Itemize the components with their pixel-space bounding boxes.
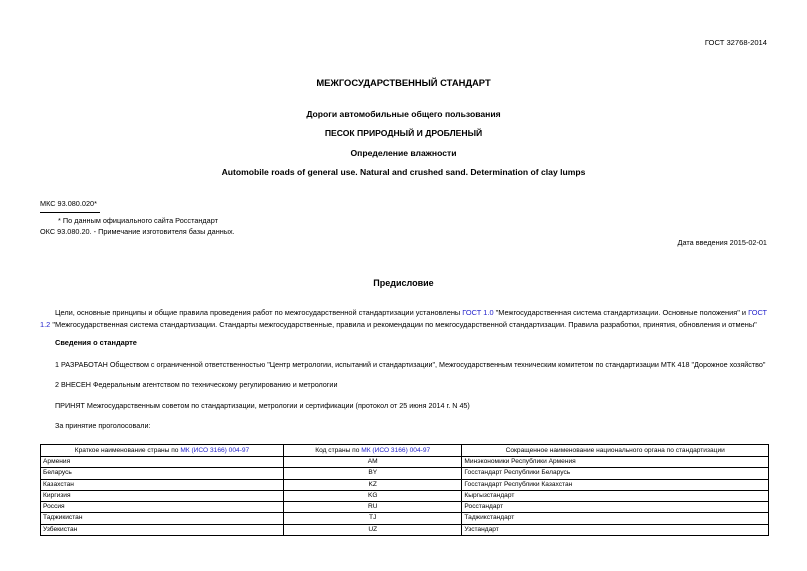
title-line-2: ПЕСОК ПРИРОДНЫЙ И ДРОБЛЕНЫЙ [324,128,483,138]
preface-title: Предисловие [373,278,434,288]
table-row [41,513,769,524]
code-cell: RU [284,502,462,513]
code-cell: AM [284,457,462,468]
body-cell: Узстандарт [462,524,769,535]
body-cell: Кыргызстандарт [462,490,769,501]
body-cell: Таджикстандарт [462,513,769,524]
country-cell: Казахстан [41,479,284,490]
code-cell: TJ [284,513,462,524]
table-row [41,502,769,513]
table-row [41,524,769,535]
country-cell: Беларусь [41,468,284,479]
gost-1-0-link[interactable]: ГОСТ 1.0 [462,308,494,317]
header-country: Краткое наименование страны по МК (ИСО 3166) 004-97 [41,445,284,457]
info-item-developed: 1 РАЗРАБОТАН Обществом с ограниченной ответственностью "Центр метрологии, испытаний и стандартизации", Межгосударственным техническим комитетом по стандартизации МТК 418 "Дорожное хозяйство" [55,360,766,369]
table-row [41,468,769,479]
footnote-1: * По данным официального сайта Росстандарт [58,216,218,225]
mks-code: МКС 93.080.020* [40,199,97,208]
table-row [41,490,769,501]
country-cell: Узбекистан [41,524,284,535]
country-cell: Армения [41,457,284,468]
footnote-divider [40,212,100,213]
english-title: Automobile roads of general use. Natural and crushed sand. Determination of clay lumps [221,167,586,177]
preface-goals-paragraph [40,307,770,331]
body-cell: Госстандарт Республики Беларусь [462,468,769,479]
document-code: ГОСТ 32768-2014 [704,38,767,47]
code-cell: KG [284,490,462,501]
footnote-2: ОКС 93.080.20. - Примечание изготовителя базы данных. [40,227,235,236]
title-line-3: Определение влажности [350,148,457,158]
code-cell: KZ [284,479,462,490]
country-cell: Россия [41,502,284,513]
gost-1-2-link[interactable]: ГОСТ 1.2 [40,308,768,329]
goals-text-1: Цели, основные принципы и общие правила проведения работ по межгосударственной стандартизации установлены [55,308,463,317]
header-code: Код страны по МК (ИСО 3166) 004-97 [284,445,462,457]
info-item-submitted: 2 ВНЕСЕН Федеральным агентством по техническому регулированию и метрологии [55,380,338,389]
standard-type-title: МЕЖГОСУДАРСТВЕННЫЙ СТАНДАРТ [316,77,491,88]
body-cell: Госстандарт Республики Казахстан [462,479,769,490]
standard-info-heading: Сведения о стандарте [55,338,137,347]
voting-countries-table [40,444,769,536]
mk-iso-link[interactable]: МК (ИСО 3166) 004-97 [361,447,431,454]
table-header-row [41,445,769,457]
goals-text-3: "Межгосударственная система стандартизации. Стандарты межгосударственные, правила и рекомендации по межгосударственной стандартизации. Правила разработки, принятия, обновления и отмены" [50,320,757,329]
country-cell: Киргизия [41,490,284,501]
country-cell: Таджикистан [41,513,284,524]
code-cell: BY [284,468,462,479]
header-body: Сокращенное наименование национального органа по стандартизации [462,445,769,457]
introduction-date: Дата введения 2015-02-01 [677,238,767,247]
title-line-1: Дороги автомобильные общего пользования [306,109,501,119]
info-item-voted: За принятие проголосовали: [55,421,151,430]
code-cell: UZ [284,524,462,535]
body-cell: Росстандарт [462,502,769,513]
table-row [41,457,769,468]
body-cell: Минэкономики Республики Армения [462,457,769,468]
info-item-adopted: ПРИНЯТ Межгосударственным советом по стандартизации, метрологии и сертификации (протокол от 25 июня 2014 г. N 45) [55,401,470,410]
table-row [41,479,769,490]
goals-text-2: "Межгосударственная система стандартизации. Основные положения" и [493,308,749,317]
mk-iso-link[interactable]: МК (ИСО 3166) 004-97 [180,447,250,454]
